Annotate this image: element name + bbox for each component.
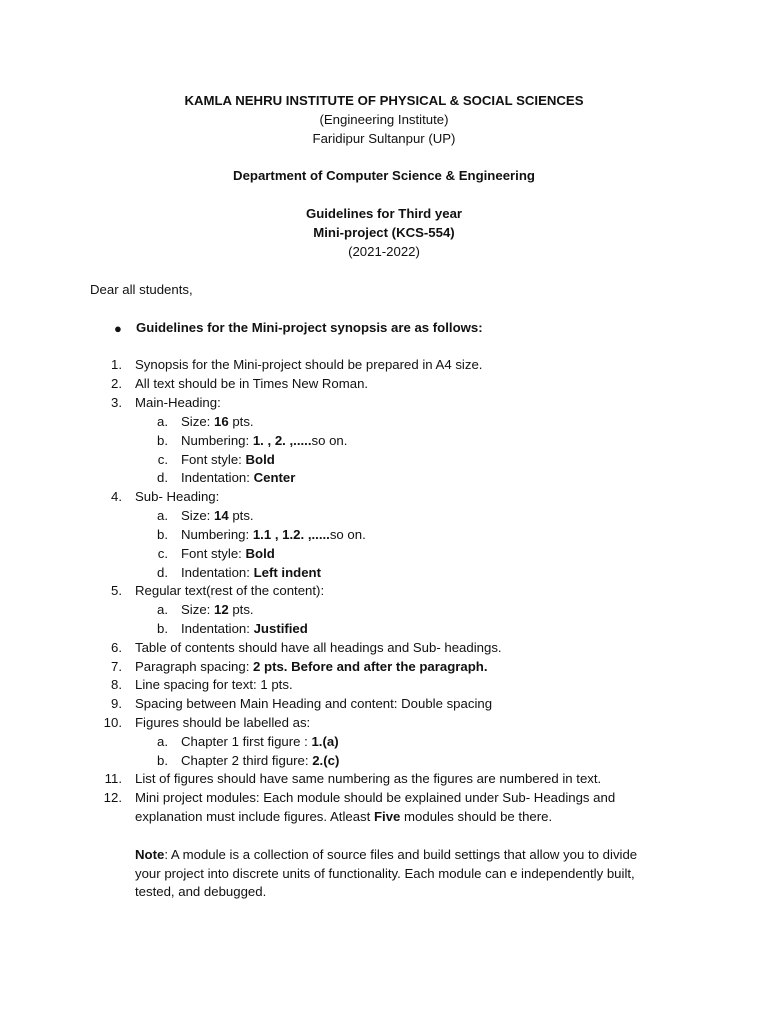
item-text: Spacing between Main Heading and content: Double spacing — [135, 696, 493, 711]
item-number: 11. — [104, 771, 122, 786]
item-text: Size: — [181, 602, 214, 617]
item-value: 2 pts. Before and after the paragraph. — [253, 659, 488, 674]
course-title: Mini-project (KCS-554) — [313, 225, 455, 240]
item-value: 1.(a) — [311, 734, 339, 749]
item-value: Five — [373, 809, 401, 824]
department-name: Department of Computer Science & Engineering — [233, 168, 535, 183]
item-number: a. — [157, 602, 168, 617]
item-number: a. — [157, 734, 168, 749]
note-text: : A module is a collection of source files and build settings that allow you to divide — [164, 847, 638, 862]
item-suffix: modules should be there. — [400, 809, 553, 824]
item-value: 1.1 , 1.2. ,..... — [252, 527, 330, 542]
item-suffix: pts. — [228, 602, 254, 617]
institute-subtitle: (Engineering Institute) — [319, 112, 449, 127]
institute-location: Faridipur Sultanpur (UP) — [312, 131, 456, 146]
item-text: Indentation: — [181, 621, 254, 636]
item-text: All text should be in Times New Roman. — [135, 376, 369, 391]
item-text: Size: — [181, 508, 214, 523]
item-text: Chapter 1 first figure : — [181, 734, 312, 749]
item-suffix: pts. — [228, 414, 254, 429]
item-number: 1. — [111, 357, 122, 372]
item-suffix: so on. — [311, 433, 348, 448]
item-number: b. — [157, 753, 168, 768]
item-suffix: so on. — [329, 527, 366, 542]
item-text: Figures should be labelled as: — [135, 715, 311, 730]
item-number: c. — [157, 452, 168, 467]
note-label: Note — [135, 847, 165, 862]
item-number: 2. — [111, 376, 122, 391]
greeting: Dear all students, — [90, 282, 193, 297]
item-number: c. — [157, 546, 168, 561]
item-text: Indentation: — [181, 470, 254, 485]
item-number: a. — [157, 414, 168, 429]
item-value: 16 — [213, 414, 229, 429]
item-value: 12 — [213, 602, 229, 617]
item-number: a. — [157, 508, 168, 523]
item-value: 1. , 2. ,..... — [252, 433, 312, 448]
item-text: explanation must include figures. Atleast — [135, 809, 374, 824]
item-text: Main-Heading: — [135, 395, 221, 410]
item-text: Regular text(rest of the content): — [135, 583, 325, 598]
note-line — [135, 847, 637, 863]
item-text: Font style: — [181, 452, 246, 467]
item-text: Table of contents should have all headings and Sub- headings. — [135, 640, 502, 655]
list-item-continuation — [135, 809, 552, 825]
item-value: 2.(c) — [312, 753, 340, 768]
item-suffix: pts. — [228, 508, 254, 523]
item-value: Bold — [245, 452, 275, 467]
item-number: 7. — [111, 659, 122, 674]
bullet-icon: ● — [114, 321, 122, 336]
item-number: 10. — [103, 715, 122, 730]
bullet-heading: Guidelines for the Mini-project synopsis are as follows: — [136, 320, 483, 335]
item-number: b. — [157, 433, 168, 448]
item-number: b. — [157, 621, 168, 636]
item-value: Bold — [245, 546, 275, 561]
item-value: Center — [253, 470, 296, 485]
item-number: 6. — [111, 640, 122, 655]
item-number: 12. — [103, 790, 122, 805]
item-text: Font style: — [181, 546, 246, 561]
institute-name: KAMLA NEHRU INSTITUTE OF PHYSICAL & SOCIAL SCIENCES — [184, 93, 584, 108]
item-number: 5. — [111, 583, 122, 598]
item-text: Numbering: — [181, 433, 253, 448]
note-line: your project into discrete units of functionality. Each module can e independently built, — [135, 866, 635, 881]
item-number: 3. — [111, 395, 122, 410]
item-value: Justified — [253, 621, 308, 636]
item-number: d. — [157, 470, 168, 485]
item-number: b. — [157, 527, 168, 542]
note-line: tested, and debugged. — [135, 884, 267, 899]
item-value: 14 — [213, 508, 229, 523]
item-text: List of figures should have same numbering as the figures are numbered in text. — [135, 771, 602, 786]
item-text: Synopsis for the Mini-project should be prepared in A4 size. — [135, 357, 483, 372]
item-text: Mini project modules: Each module should be explained under Sub- Headings and — [135, 790, 616, 805]
item-text: Chapter 2 third figure: — [181, 753, 313, 768]
item-value: Left indent — [253, 565, 321, 580]
guideline-title: Guidelines for Third year — [305, 206, 463, 221]
item-text: Paragraph spacing: — [135, 659, 254, 674]
session-years: (2021-2022) — [348, 244, 420, 259]
item-text: Sub- Heading: — [135, 489, 220, 504]
item-number: d. — [157, 565, 168, 580]
item-text: Line spacing for text: 1 pts. — [135, 677, 293, 692]
item-text: Size: — [181, 414, 214, 429]
item-text: Numbering: — [181, 527, 253, 542]
item-number: 8. — [111, 677, 122, 692]
item-number: 4. — [111, 489, 122, 504]
item-number: 9. — [111, 696, 122, 711]
item-text: Indentation: — [181, 565, 254, 580]
